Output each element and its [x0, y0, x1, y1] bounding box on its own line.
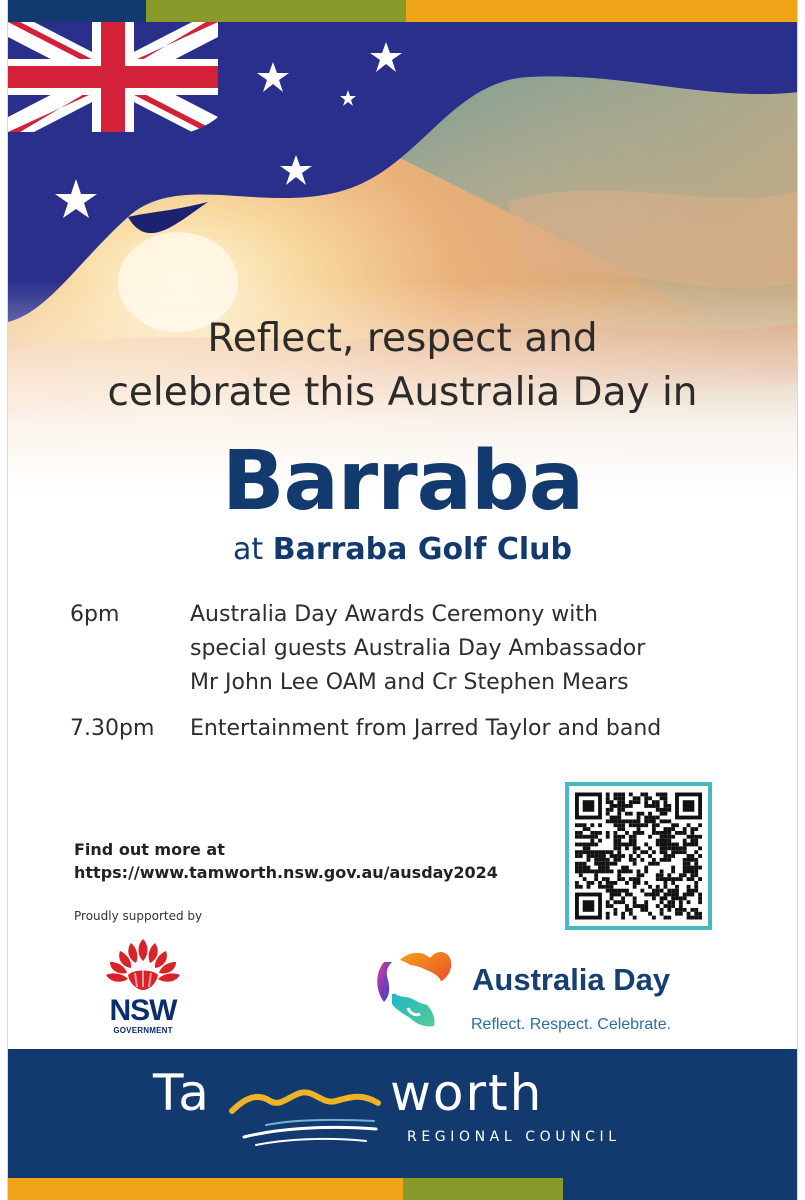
tamworth-hills-icon	[226, 1075, 386, 1155]
schedule-line: special guests Australia Day Ambassador	[190, 636, 646, 661]
venue-name: Barraba Golf Club	[272, 532, 572, 567]
find-out-url[interactable]: https://www.tamworth.nsw.gov.au/ausday2024	[74, 863, 498, 882]
schedule-line: Australia Day Awards Ceremony with	[190, 602, 598, 627]
headline-line-2: celebrate this Australia Day in	[107, 370, 698, 415]
qr-code-icon	[575, 792, 702, 920]
nsw-government-logo	[93, 935, 193, 1035]
headline	[8, 312, 797, 420]
council-logo-left: Ta	[153, 1064, 212, 1122]
event-schedule	[70, 598, 770, 758]
schedule-time: 7.30pm	[70, 716, 155, 741]
council-logo-sub: REGIONAL COUNCIL	[407, 1129, 621, 1145]
bottom-color-bar	[8, 1178, 797, 1200]
hero-sky-with-flag	[8, 22, 797, 492]
nsw-logo-name: NSW	[109, 994, 177, 1027]
top-color-bar	[8, 0, 797, 22]
nsw-logo-sub: GOVERNMENT	[113, 1026, 173, 1035]
headline-line-1: Reflect, respect and	[207, 316, 598, 361]
schedule-line: Entertainment from Jarred Taylor and band	[190, 716, 662, 741]
australia-day-logo	[370, 944, 740, 1039]
schedule-time: 6pm	[70, 602, 120, 627]
australia-day-title: Australia Day	[472, 962, 671, 997]
council-logo-right: worth	[390, 1064, 544, 1122]
venue-prefix: at	[233, 532, 264, 567]
schedule-item	[70, 712, 770, 746]
supported-by-label: Proudly supported by	[74, 909, 203, 923]
schedule-line: Mr John Lee OAM and Cr Stephen Mears	[190, 670, 629, 695]
australia-day-mark-icon	[370, 944, 460, 1034]
council-footer	[8, 1049, 797, 1178]
schedule-item	[70, 598, 770, 700]
town-name: Barraba	[221, 434, 584, 529]
schedule-description	[190, 598, 770, 700]
event-poster	[7, 0, 798, 1200]
venue	[8, 528, 797, 572]
waratah-icon	[98, 935, 188, 993]
australia-day-tagline: Reflect. Respect. Celebrate.	[471, 1016, 672, 1033]
find-out-more	[74, 838, 498, 884]
schedule-description	[190, 712, 770, 746]
qr-code[interactable]	[565, 782, 712, 930]
find-out-label: Find out more at	[74, 840, 225, 859]
